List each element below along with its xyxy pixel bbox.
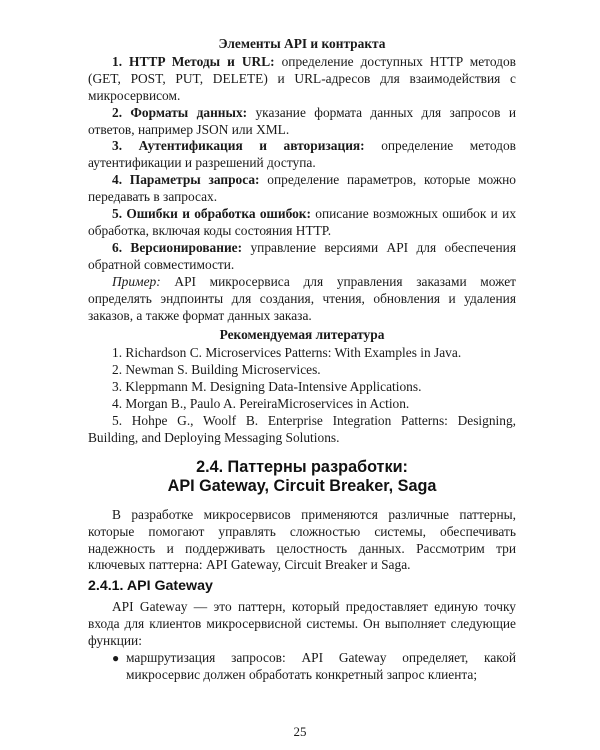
api-item-label: 1. HTTP Методы и URL: xyxy=(112,53,275,69)
api-item xyxy=(88,172,516,206)
subsection-intro: API Gateway — это паттерн, который предоставляет единую точку входа для клиентов микросервисной системы. Он выполняет следующие функции: xyxy=(88,599,516,649)
api-item-text: управление версиями API для обеспечения обратной совместимости. xyxy=(88,239,516,272)
literature-item: 3. Kleppmann M. Designing Data-Intensive Applications. xyxy=(112,379,422,395)
api-example xyxy=(88,274,516,325)
literature-item: 2. Newman S. Building Microservices. xyxy=(112,362,321,378)
api-item-text: указание формата данных для запросов и ответов, например JSON или XML. xyxy=(88,104,516,137)
page-number: 25 xyxy=(293,724,307,739)
api-item xyxy=(88,105,516,139)
section-intro: В разработке микросервисов применяются различные паттерны, которые помогают управлять сложностью системы, обеспечивать надежность и поддерживать целостность данных. Рассмотрим три ключевых паттерна: API Gateway, Circuit Breaker и Saga. xyxy=(88,506,516,573)
api-item xyxy=(88,138,516,172)
api-item-text: определение методов аутентификации и разрешений доступа. xyxy=(88,138,516,171)
api-item-label: 6. Версионирование: xyxy=(112,239,243,255)
example-label: Пример: xyxy=(112,273,161,289)
subsection-heading: 2.4.1. API Gateway xyxy=(88,578,213,595)
bullet-icon: ● xyxy=(112,651,120,666)
api-item-label: 4. Параметры запроса: xyxy=(112,172,260,188)
bullet-item xyxy=(88,650,516,684)
api-item-label: 5. Ошибки и обработка ошибок: xyxy=(112,206,311,222)
bullet-text: маршрутизация запросов: API Gateway определяет, какой микросервис должен обработать конкретный запрос клиента; xyxy=(126,650,516,682)
api-section-title: Элементы API и контракта xyxy=(218,36,386,51)
api-item-text: определение параметров, которые можно передавать в запросах. xyxy=(88,172,517,205)
api-item-label: 3. Аутентификация и авторизация: xyxy=(112,138,365,154)
api-item-label: 2. Форматы данных: xyxy=(112,104,248,120)
section-heading-line2: API Gateway, Circuit Breaker, Saga xyxy=(167,477,437,496)
api-item xyxy=(88,54,516,105)
example-text: API микросервиса для управления заказами может определять эндпоинты для создания, чтения, обновления и удаления заказов, а также формат данных заказа. xyxy=(88,273,516,323)
literature-title: Рекомендуемая литература xyxy=(219,327,385,343)
api-item xyxy=(88,240,516,274)
api-item-text: описание возможных ошибок и их обработка, включая коды состояния HTTP. xyxy=(88,206,517,238)
literature-item: 1. Richardson C. Microservices Patterns: With Examples in Java. xyxy=(112,345,462,361)
api-item xyxy=(88,206,516,240)
api-item-text: определение доступных HTTP методов (GET, POST, PUT, DELETE) и URL-адресов для взаимодействия с микросервисом. xyxy=(88,53,516,103)
section-heading-line1: 2.4. Паттерны разработки: xyxy=(196,457,408,476)
literature-item: 4. Morgan B., Paulo A. PereiraMicroservices in Action. xyxy=(112,396,410,412)
literature-item: 5. Hohpe G., Woolf B. Enterprise Integration Patterns: Designing, Building, and Deploying Messaging Solutions. xyxy=(88,412,516,445)
section-heading xyxy=(88,458,516,497)
page-content xyxy=(88,36,516,684)
